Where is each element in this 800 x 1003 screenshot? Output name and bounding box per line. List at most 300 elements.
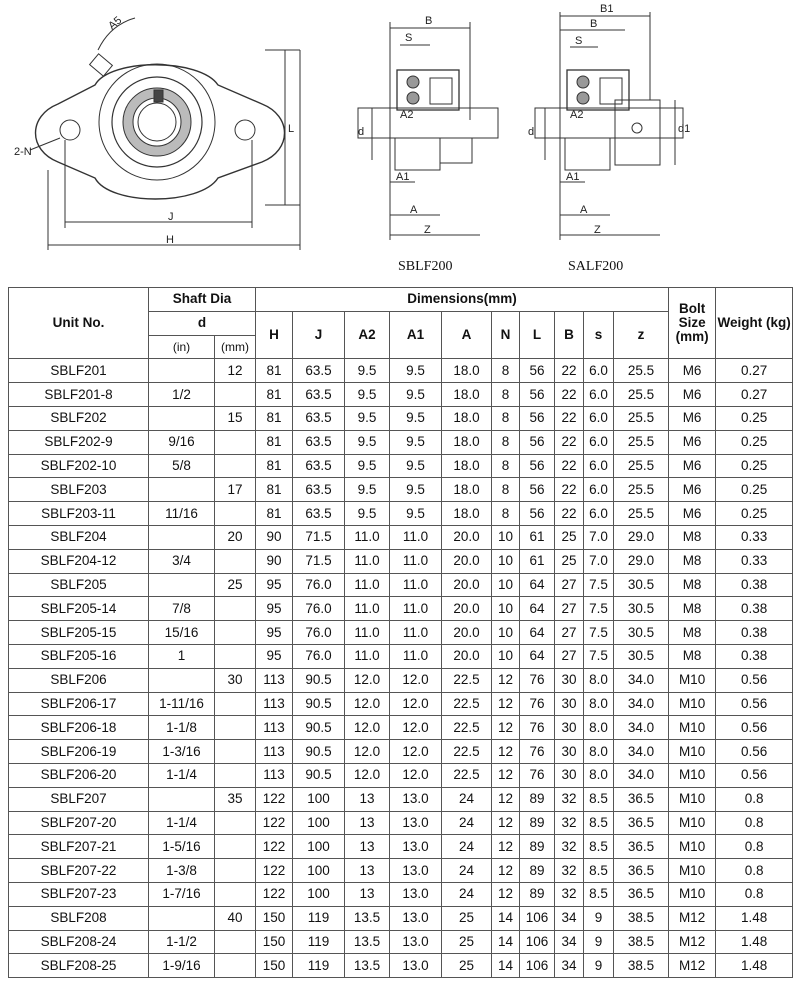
header-dimensions: Dimensions(mm) xyxy=(256,288,669,312)
cell-b: 27 xyxy=(555,621,584,645)
cell-weight: 0.56 xyxy=(716,740,793,764)
cell-h: 122 xyxy=(256,882,293,906)
cell-bolt-size: M8 xyxy=(669,549,716,573)
cell-n: 10 xyxy=(492,644,520,668)
cell-a2: 13 xyxy=(345,811,390,835)
cell-n: 8 xyxy=(492,430,520,454)
cell-h: 113 xyxy=(256,716,293,740)
cell-d-mm: 15 xyxy=(215,406,256,430)
cell-unit-no: SBLF208-25 xyxy=(9,954,149,978)
cell-a1: 13.0 xyxy=(390,930,442,954)
cell-h: 150 xyxy=(256,906,293,930)
cell-d-in xyxy=(149,906,215,930)
cell-bolt-size: M10 xyxy=(669,835,716,859)
cell-unit-no: SBLF207-20 xyxy=(9,811,149,835)
cell-bolt-size: M6 xyxy=(669,502,716,526)
table-row xyxy=(9,549,793,573)
cell-n: 10 xyxy=(492,549,520,573)
cell-s: 7.0 xyxy=(584,525,614,549)
cell-s: 9 xyxy=(584,930,614,954)
cell-a: 25 xyxy=(442,906,492,930)
cell-weight: 1.48 xyxy=(716,954,793,978)
cell-d-mm xyxy=(215,692,256,716)
cell-a: 20.0 xyxy=(442,525,492,549)
table-row xyxy=(9,954,793,978)
cell-b: 32 xyxy=(555,859,584,883)
cell-n: 12 xyxy=(492,811,520,835)
cell-z: 29.0 xyxy=(614,549,669,573)
cell-d-in: 1-1/4 xyxy=(149,763,215,787)
cell-j: 63.5 xyxy=(293,502,345,526)
cell-l: 76 xyxy=(520,763,555,787)
cell-h: 122 xyxy=(256,787,293,811)
cell-l: 56 xyxy=(520,478,555,502)
cell-bolt-size: M10 xyxy=(669,668,716,692)
cell-l: 106 xyxy=(520,906,555,930)
cell-weight: 0.33 xyxy=(716,525,793,549)
cell-s: 8.5 xyxy=(584,882,614,906)
cell-z: 36.5 xyxy=(614,811,669,835)
cell-a2: 13.5 xyxy=(345,930,390,954)
cell-s: 8.0 xyxy=(584,668,614,692)
cell-a2: 13.5 xyxy=(345,954,390,978)
cell-j: 63.5 xyxy=(293,359,345,383)
cell-j: 71.5 xyxy=(293,549,345,573)
cell-j: 63.5 xyxy=(293,478,345,502)
cell-l: 89 xyxy=(520,835,555,859)
cell-bolt-size: M6 xyxy=(669,430,716,454)
cell-j: 100 xyxy=(293,859,345,883)
cell-n: 10 xyxy=(492,525,520,549)
cell-l: 56 xyxy=(520,406,555,430)
cell-j: 63.5 xyxy=(293,383,345,407)
cell-n: 10 xyxy=(492,597,520,621)
cell-n: 8 xyxy=(492,454,520,478)
cell-d-in: 11/16 xyxy=(149,502,215,526)
cell-n: 12 xyxy=(492,740,520,764)
cell-a2: 11.0 xyxy=(345,621,390,645)
cell-l: 64 xyxy=(520,597,555,621)
cell-n: 12 xyxy=(492,787,520,811)
cell-bolt-size: M10 xyxy=(669,716,716,740)
cell-a2: 11.0 xyxy=(345,549,390,573)
cell-d-in: 1-3/16 xyxy=(149,740,215,764)
cell-a1: 13.0 xyxy=(390,882,442,906)
cell-l: 64 xyxy=(520,621,555,645)
cell-a1: 9.5 xyxy=(390,502,442,526)
cell-z: 30.5 xyxy=(614,644,669,668)
cell-h: 95 xyxy=(256,621,293,645)
cell-a: 20.0 xyxy=(442,597,492,621)
cell-d-mm xyxy=(215,644,256,668)
cell-l: 106 xyxy=(520,930,555,954)
cell-z: 25.5 xyxy=(614,430,669,454)
label-l: L xyxy=(288,123,295,135)
cell-a: 22.5 xyxy=(442,668,492,692)
cell-j: 119 xyxy=(293,930,345,954)
cell-a2: 12.0 xyxy=(345,763,390,787)
header-shaft-dia: Shaft Dia xyxy=(149,288,256,312)
cell-z: 36.5 xyxy=(614,882,669,906)
cell-a1: 12.0 xyxy=(390,692,442,716)
cell-z: 36.5 xyxy=(614,835,669,859)
cell-b: 34 xyxy=(555,954,584,978)
table-row xyxy=(9,478,793,502)
label-s-salf: S xyxy=(575,35,583,47)
cell-s: 8.5 xyxy=(584,859,614,883)
cell-l: 89 xyxy=(520,811,555,835)
header-weight: Weight (kg) xyxy=(716,288,793,359)
cell-bolt-size: M10 xyxy=(669,882,716,906)
table-row xyxy=(9,763,793,787)
cell-unit-no: SBLF205-15 xyxy=(9,621,149,645)
cell-n: 10 xyxy=(492,573,520,597)
spec-table xyxy=(8,287,793,978)
table-row xyxy=(9,906,793,930)
cell-weight: 0.8 xyxy=(716,835,793,859)
cell-b: 34 xyxy=(555,930,584,954)
cell-s: 9 xyxy=(584,954,614,978)
cell-a2: 11.0 xyxy=(345,644,390,668)
cell-b: 30 xyxy=(555,668,584,692)
cell-weight: 0.38 xyxy=(716,597,793,621)
cell-h: 81 xyxy=(256,406,293,430)
label-d1-salf: d1 xyxy=(678,123,691,135)
caption-salf200: SALF200 xyxy=(568,259,624,274)
header-z: z xyxy=(614,311,669,359)
cell-a: 24 xyxy=(442,859,492,883)
cell-d-in: 1-5/16 xyxy=(149,835,215,859)
cell-d-mm: 20 xyxy=(215,525,256,549)
cell-n: 12 xyxy=(492,668,520,692)
cell-h: 90 xyxy=(256,549,293,573)
cell-j: 76.0 xyxy=(293,621,345,645)
cell-d-mm xyxy=(215,621,256,645)
cell-b: 30 xyxy=(555,716,584,740)
label-a5: A5 xyxy=(106,14,125,33)
cell-d-in: 1-1/8 xyxy=(149,716,215,740)
cell-j: 90.5 xyxy=(293,668,345,692)
cell-a1: 9.5 xyxy=(390,454,442,478)
cell-weight: 0.25 xyxy=(716,430,793,454)
technical-drawings xyxy=(0,0,800,285)
table-row xyxy=(9,359,793,383)
cell-b: 32 xyxy=(555,787,584,811)
cell-z: 36.5 xyxy=(614,859,669,883)
cell-j: 100 xyxy=(293,835,345,859)
header-d: d xyxy=(149,311,256,335)
cell-h: 81 xyxy=(256,430,293,454)
cell-bolt-size: M10 xyxy=(669,811,716,835)
cell-l: 56 xyxy=(520,430,555,454)
cell-unit-no: SBLF202 xyxy=(9,406,149,430)
cell-b: 27 xyxy=(555,597,584,621)
cell-z: 25.5 xyxy=(614,406,669,430)
cell-d-in xyxy=(149,525,215,549)
label-a1-sblf: A1 xyxy=(396,171,410,183)
cell-weight: 0.56 xyxy=(716,716,793,740)
cell-weight: 0.27 xyxy=(716,383,793,407)
cell-a2: 11.0 xyxy=(345,597,390,621)
cell-j: 90.5 xyxy=(293,692,345,716)
cell-bolt-size: M8 xyxy=(669,644,716,668)
cell-a1: 13.0 xyxy=(390,954,442,978)
cell-n: 14 xyxy=(492,930,520,954)
cell-d-in: 15/16 xyxy=(149,621,215,645)
label-a2-sblf: A2 xyxy=(400,109,414,121)
cell-h: 113 xyxy=(256,763,293,787)
cell-s: 6.0 xyxy=(584,430,614,454)
cell-unit-no: SBLF201-8 xyxy=(9,383,149,407)
cell-l: 76 xyxy=(520,740,555,764)
table-row xyxy=(9,811,793,835)
cell-z: 25.5 xyxy=(614,383,669,407)
cell-a2: 13 xyxy=(345,835,390,859)
table-row xyxy=(9,668,793,692)
cell-d-mm xyxy=(215,882,256,906)
cell-a1: 12.0 xyxy=(390,763,442,787)
cell-d-in: 1-11/16 xyxy=(149,692,215,716)
cell-n: 10 xyxy=(492,621,520,645)
cell-z: 29.0 xyxy=(614,525,669,549)
cell-l: 89 xyxy=(520,882,555,906)
cell-h: 81 xyxy=(256,478,293,502)
table-row xyxy=(9,383,793,407)
cell-b: 22 xyxy=(555,454,584,478)
cell-d-mm xyxy=(215,954,256,978)
cell-bolt-size: M10 xyxy=(669,740,716,764)
cell-s: 7.5 xyxy=(584,644,614,668)
cell-a: 18.0 xyxy=(442,359,492,383)
cell-d-mm xyxy=(215,549,256,573)
cell-z: 25.5 xyxy=(614,454,669,478)
cell-n: 8 xyxy=(492,502,520,526)
table-row xyxy=(9,835,793,859)
cell-unit-no: SBLF207 xyxy=(9,787,149,811)
cell-l: 106 xyxy=(520,954,555,978)
cell-d-mm xyxy=(215,763,256,787)
table-row xyxy=(9,882,793,906)
cell-l: 64 xyxy=(520,573,555,597)
cell-unit-no: SBLF203 xyxy=(9,478,149,502)
cell-z: 30.5 xyxy=(614,621,669,645)
cell-a2: 12.0 xyxy=(345,692,390,716)
cell-s: 7.5 xyxy=(584,621,614,645)
cell-a1: 11.0 xyxy=(390,573,442,597)
cell-a2: 13 xyxy=(345,787,390,811)
cell-j: 76.0 xyxy=(293,644,345,668)
cell-b: 22 xyxy=(555,430,584,454)
cell-d-in: 1-9/16 xyxy=(149,954,215,978)
cell-d-mm: 40 xyxy=(215,906,256,930)
cell-unit-no: SBLF206 xyxy=(9,668,149,692)
cell-weight: 0.56 xyxy=(716,668,793,692)
cell-d-mm: 30 xyxy=(215,668,256,692)
cell-z: 36.5 xyxy=(614,787,669,811)
cell-s: 8.0 xyxy=(584,716,614,740)
cell-b: 27 xyxy=(555,573,584,597)
cell-a1: 11.0 xyxy=(390,549,442,573)
cell-j: 63.5 xyxy=(293,454,345,478)
cell-a1: 11.0 xyxy=(390,597,442,621)
cell-d-in: 5/8 xyxy=(149,454,215,478)
cell-weight: 0.25 xyxy=(716,454,793,478)
sblf-side-view-drawing xyxy=(358,22,498,240)
cell-a1: 9.5 xyxy=(390,430,442,454)
cell-z: 25.5 xyxy=(614,478,669,502)
header-b: B xyxy=(555,311,584,359)
cell-d-in xyxy=(149,478,215,502)
cell-unit-no: SBLF206-19 xyxy=(9,740,149,764)
cell-unit-no: SBLF206-20 xyxy=(9,763,149,787)
cell-l: 89 xyxy=(520,787,555,811)
cell-unit-no: SBLF206-18 xyxy=(9,716,149,740)
cell-a: 25 xyxy=(442,954,492,978)
cell-z: 34.0 xyxy=(614,763,669,787)
cell-a1: 13.0 xyxy=(390,859,442,883)
cell-j: 100 xyxy=(293,811,345,835)
cell-z: 34.0 xyxy=(614,740,669,764)
cell-h: 81 xyxy=(256,359,293,383)
cell-z: 34.0 xyxy=(614,692,669,716)
cell-unit-no: SBLF205 xyxy=(9,573,149,597)
cell-d-mm xyxy=(215,502,256,526)
label-z-sblf: Z xyxy=(424,224,431,236)
cell-bolt-size: M12 xyxy=(669,930,716,954)
cell-weight: 0.56 xyxy=(716,763,793,787)
cell-b: 30 xyxy=(555,763,584,787)
cell-weight: 0.25 xyxy=(716,502,793,526)
cell-unit-no: SBLF207-22 xyxy=(9,859,149,883)
cell-a2: 12.0 xyxy=(345,740,390,764)
cell-bolt-size: M6 xyxy=(669,359,716,383)
cell-unit-no: SBLF207-21 xyxy=(9,835,149,859)
cell-a1: 9.5 xyxy=(390,406,442,430)
cell-a: 18.0 xyxy=(442,430,492,454)
cell-bolt-size: M8 xyxy=(669,573,716,597)
cell-a: 24 xyxy=(442,787,492,811)
cell-a2: 9.5 xyxy=(345,383,390,407)
cell-b: 22 xyxy=(555,502,584,526)
cell-j: 119 xyxy=(293,906,345,930)
cell-s: 8.0 xyxy=(584,692,614,716)
drawings-svg xyxy=(0,0,800,285)
header-mm: (mm) xyxy=(215,335,256,359)
cell-unit-no: SBLF208-24 xyxy=(9,930,149,954)
cell-a: 18.0 xyxy=(442,454,492,478)
cell-a1: 11.0 xyxy=(390,644,442,668)
cell-j: 119 xyxy=(293,954,345,978)
cell-s: 7.0 xyxy=(584,549,614,573)
cell-d-mm: 17 xyxy=(215,478,256,502)
cell-b: 25 xyxy=(555,525,584,549)
cell-l: 56 xyxy=(520,502,555,526)
cell-s: 8.5 xyxy=(584,811,614,835)
cell-h: 113 xyxy=(256,668,293,692)
cell-weight: 0.8 xyxy=(716,787,793,811)
table-row xyxy=(9,502,793,526)
header-l: L xyxy=(520,311,555,359)
header-j: J xyxy=(293,311,345,359)
table-row xyxy=(9,716,793,740)
cell-a: 18.0 xyxy=(442,383,492,407)
cell-unit-no: SBLF202-10 xyxy=(9,454,149,478)
label-a-sblf: A xyxy=(410,204,418,216)
cell-a: 22.5 xyxy=(442,740,492,764)
cell-bolt-size: M8 xyxy=(669,621,716,645)
cell-d-in: 9/16 xyxy=(149,430,215,454)
cell-bolt-size: M6 xyxy=(669,383,716,407)
cell-bolt-size: M10 xyxy=(669,859,716,883)
cell-b: 27 xyxy=(555,644,584,668)
cell-a: 22.5 xyxy=(442,716,492,740)
table-row xyxy=(9,454,793,478)
table-row xyxy=(9,859,793,883)
label-b-sblf: B xyxy=(425,15,433,27)
cell-b: 30 xyxy=(555,740,584,764)
cell-bolt-size: M10 xyxy=(669,763,716,787)
cell-weight: 0.38 xyxy=(716,621,793,645)
cell-b: 32 xyxy=(555,811,584,835)
cell-h: 95 xyxy=(256,644,293,668)
cell-bolt-size: M12 xyxy=(669,954,716,978)
cell-h: 95 xyxy=(256,573,293,597)
cell-a1: 13.0 xyxy=(390,811,442,835)
cell-a: 20.0 xyxy=(442,621,492,645)
cell-a1: 13.0 xyxy=(390,787,442,811)
cell-s: 6.0 xyxy=(584,383,614,407)
cell-b: 22 xyxy=(555,406,584,430)
cell-a2: 9.5 xyxy=(345,359,390,383)
cell-unit-no: SBLF205-14 xyxy=(9,597,149,621)
label-b-salf: B xyxy=(590,18,598,30)
table-row xyxy=(9,740,793,764)
cell-n: 12 xyxy=(492,882,520,906)
cell-n: 12 xyxy=(492,835,520,859)
table-row xyxy=(9,621,793,645)
header-s: s xyxy=(584,311,614,359)
cell-unit-no: SBLF202-9 xyxy=(9,430,149,454)
cell-a1: 12.0 xyxy=(390,716,442,740)
cell-a: 20.0 xyxy=(442,644,492,668)
cell-s: 6.0 xyxy=(584,359,614,383)
cell-n: 14 xyxy=(492,954,520,978)
cell-s: 6.0 xyxy=(584,478,614,502)
cell-h: 150 xyxy=(256,954,293,978)
spec-table-body xyxy=(9,359,793,978)
cell-j: 76.0 xyxy=(293,597,345,621)
cell-s: 7.5 xyxy=(584,597,614,621)
header-bolt-size: Bolt Size (mm) xyxy=(669,288,716,359)
label-2-n: 2-N xyxy=(14,146,32,158)
cell-j: 63.5 xyxy=(293,406,345,430)
cell-bolt-size: M8 xyxy=(669,525,716,549)
header-a: A xyxy=(442,311,492,359)
cell-l: 89 xyxy=(520,859,555,883)
cell-d-mm xyxy=(215,716,256,740)
cell-b: 22 xyxy=(555,478,584,502)
cell-h: 95 xyxy=(256,597,293,621)
cell-weight: 1.48 xyxy=(716,930,793,954)
cell-a: 24 xyxy=(442,811,492,835)
cell-d-mm xyxy=(215,597,256,621)
cell-a1: 13.0 xyxy=(390,906,442,930)
header-a2: A2 xyxy=(345,311,390,359)
cell-n: 14 xyxy=(492,906,520,930)
cell-z: 34.0 xyxy=(614,668,669,692)
cell-bolt-size: M6 xyxy=(669,406,716,430)
cell-h: 90 xyxy=(256,525,293,549)
